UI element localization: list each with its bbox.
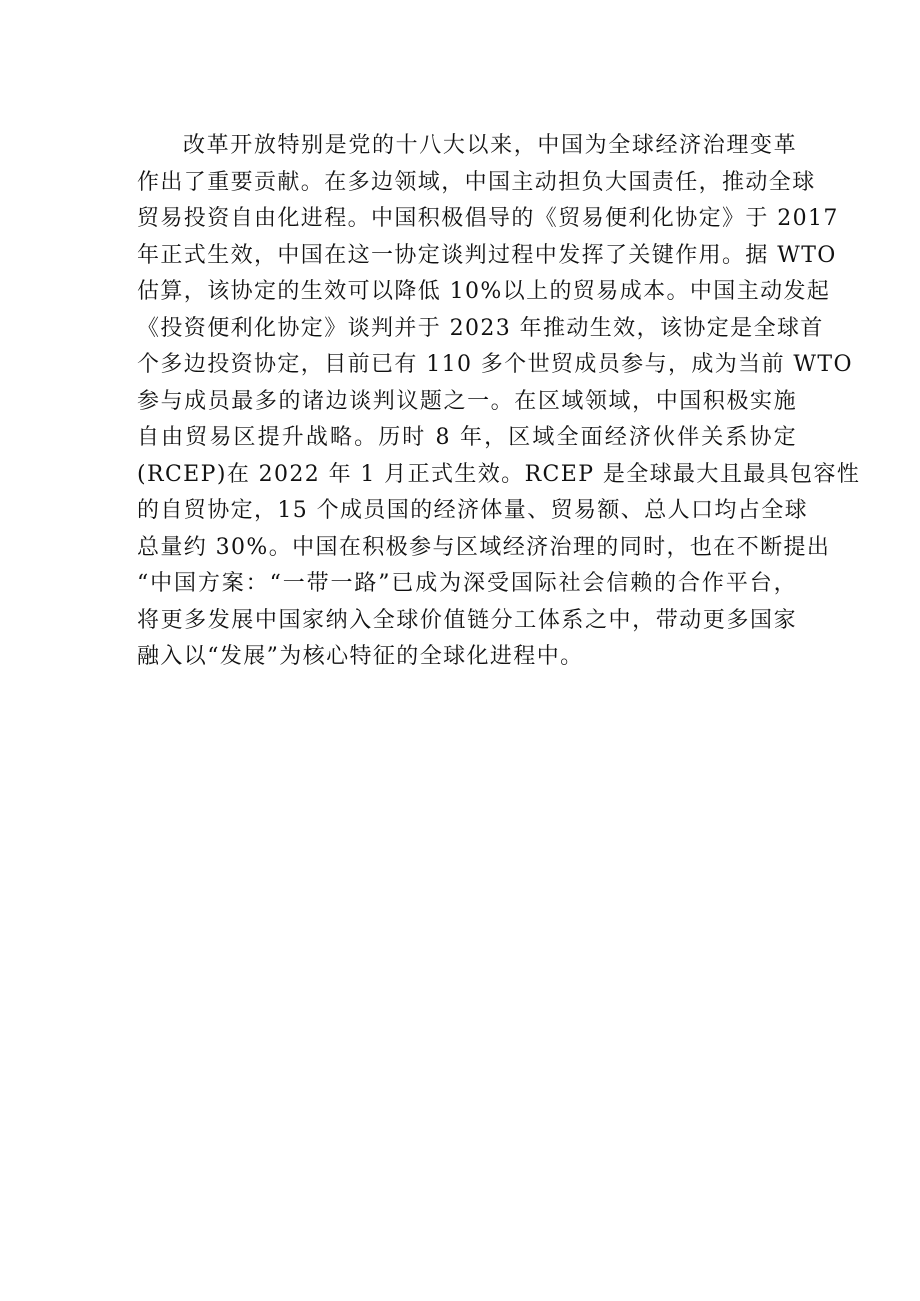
- paragraph-line: (RCEP)在 2022 年 1 月正式生效。RCEP 是全球最大且最具包容性: [137, 461, 861, 487]
- paragraph-line: 估算，该协定的生效可以降低 10%以上的贸易成本。中国主动发起: [137, 279, 831, 304]
- paragraph-line: 《投资便利化协定》谈判并于 2023 年推动生效，该协定是全球首: [137, 315, 824, 341]
- paragraph-line: 改革开放特别是党的十八大以来，中国为全球经济治理变革: [183, 133, 797, 158]
- paragraph-line: 年正式生效，中国在这一协定谈判过程中发挥了关键作用。据 WTO: [137, 242, 837, 268]
- paragraph-line: “中国方案：“一带一路”已成为深受国际社会信赖的合作平台，: [137, 571, 797, 596]
- paragraph-line: 总量约 30%。中国在积极参与区域经济治理的同时，也在不断提出: [137, 534, 831, 560]
- paragraph-line: 的自贸协定，15 个成员国的经济体量、贸易额、总人口均占全球: [137, 498, 808, 523]
- body-paragraph: [137, 128, 861, 676]
- paragraph-line: 作出了重要贡献。在多边领域，中国主动担负大国责任，推动全球: [137, 169, 816, 195]
- paragraph-line: 自由贸易区提升战略。历时 8 年，区域全面经济伙伴关系协定: [137, 425, 797, 450]
- paragraph-line: 融入以“发展”为核心特征的全球化进程中。: [137, 644, 584, 669]
- paragraph-line: 贸易投资自由化进程。中国积极倡导的《贸易便利化协定》于 2017: [137, 206, 839, 231]
- paragraph-line: 个多边投资协定，目前已有 110 多个世贸成员参与，成为当前 WTO: [137, 352, 853, 377]
- paragraph-line: 参与成员最多的诸边谈判议题之一。在区域领域，中国积极实施: [137, 388, 797, 414]
- paragraph-line: 将更多发展中国家纳入全球价值链分工体系之中，带动更多国家: [137, 607, 797, 633]
